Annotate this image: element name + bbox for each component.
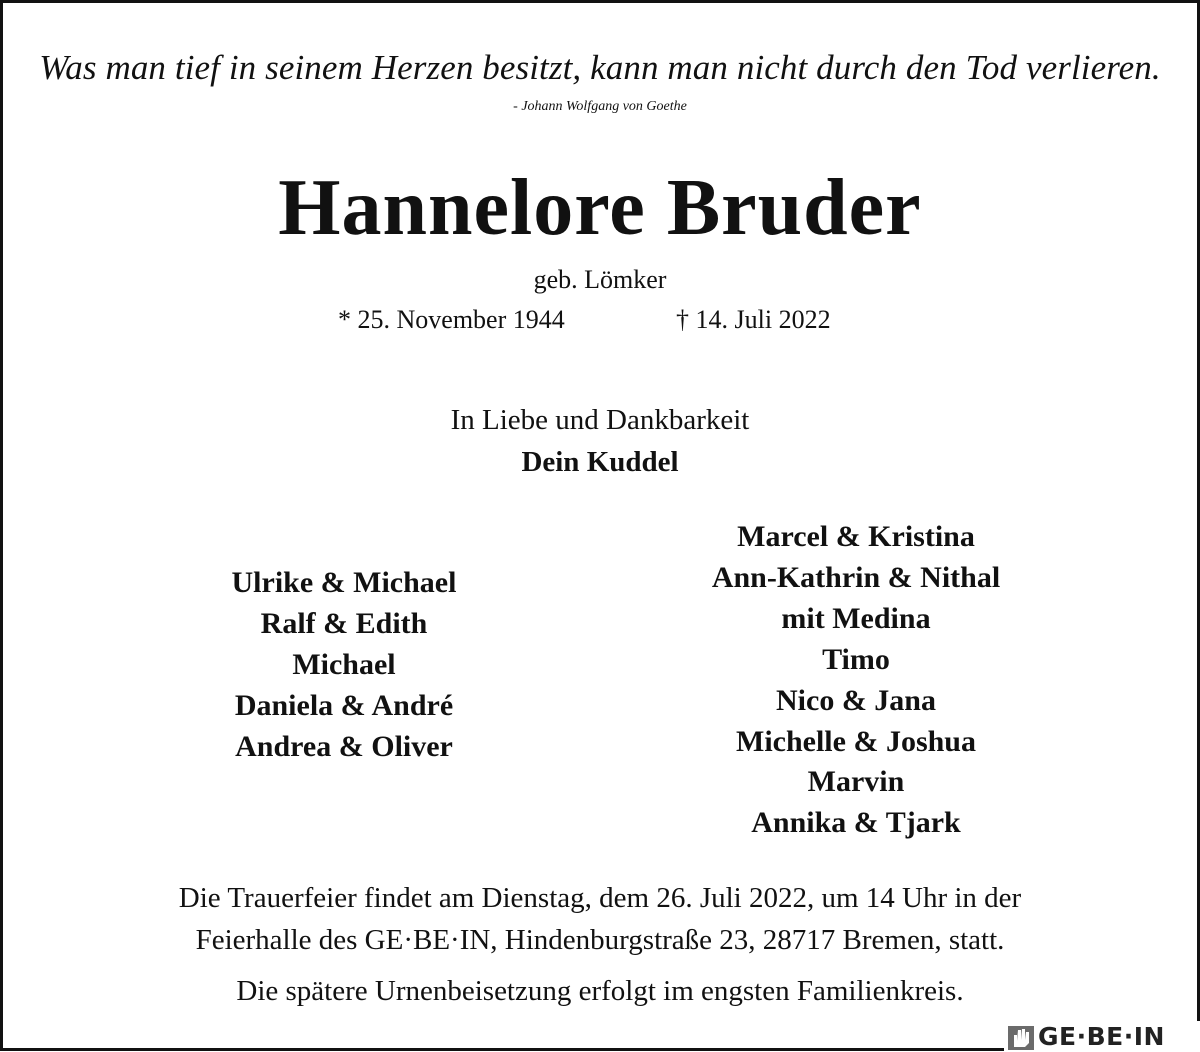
memorial-quote: Was man tief in seinem Herzen besitzt, kann man nicht durch den Tod verlieren.	[39, 48, 1161, 87]
quote-author: - Johann Wolfgang von Goethe	[513, 99, 687, 114]
mourner-name: Nico & Jana	[776, 683, 936, 717]
mourner-name: Michael	[292, 647, 396, 681]
hand-icon	[1008, 1026, 1034, 1050]
mourner-name: Daniela & André	[234, 688, 454, 722]
logo-text: GE·BE·IN	[1038, 1022, 1165, 1051]
mourner-name: Ulrike & Michael	[231, 566, 457, 599]
urn-burial-note: Die spätere Urnenbeisetzung erfolgt im engsten Familienkreis.	[236, 975, 964, 1007]
mourner-name: Marcel & Kristina	[737, 520, 975, 553]
life-dates	[0, 302, 1200, 338]
mourner-name: Marvin	[807, 765, 905, 799]
mourner-name: Timo	[822, 642, 890, 676]
maiden-name: geb. Lömker	[533, 265, 667, 294]
mourner-name: Michelle & Joshua	[736, 724, 976, 758]
birth-date: * 25. November 1944	[338, 305, 565, 334]
mourner-name: mit Medina	[781, 601, 931, 635]
mourner-name: Ralf & Edith	[260, 606, 428, 640]
mourners-right-column	[606, 517, 1106, 844]
mourners-left-column	[144, 563, 544, 768]
ceremony-info	[0, 877, 1200, 961]
dedication-line: In Liebe und Dankbarkeit	[450, 404, 750, 436]
ceremony-line-2: Feierhalle des GE·BE·IN, Hindenburgstraße 23, 28717 Bremen, statt.	[195, 924, 1005, 956]
dedication-signature: Dein Kuddel	[521, 446, 679, 478]
ceremony-line-1: Die Trauerfeier findet am Dienstag, dem 26. Juli 2022, um 14 Uhr in der	[178, 882, 1022, 914]
mourner-name: Annika & Tjark	[751, 806, 961, 840]
deceased-name: Hannelore Bruder	[278, 164, 922, 252]
gebein-logo	[1004, 1021, 1200, 1051]
mourner-name: Ann-Kathrin & Nithal	[711, 560, 1001, 594]
death-date: † 14. Juli 2022	[676, 305, 831, 334]
mourner-name: Andrea & Oliver	[235, 729, 453, 763]
